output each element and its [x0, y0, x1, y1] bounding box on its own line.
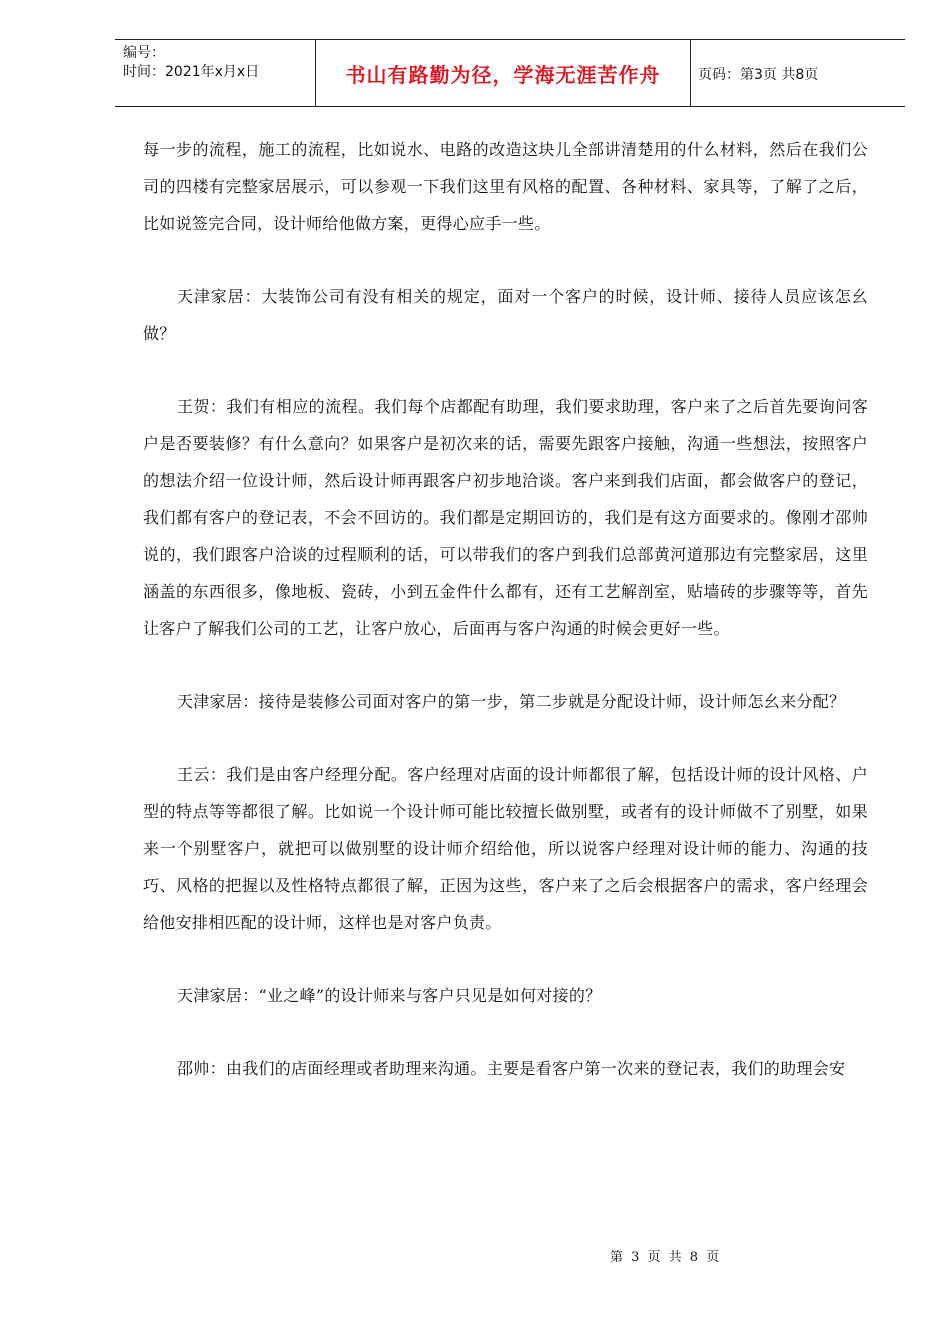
document-body: [143, 131, 868, 1123]
header-divider-right: [690, 40, 691, 107]
paragraph-answer: 邵帅：由我们的店面经理或者助理来沟通。主要是看客户第一次来的登记表，我们的助理会安: [177, 1059, 846, 1078]
paragraph-question: 天津家居：“业之峰”的设计师来与客户只见是如何对接的？: [177, 986, 602, 1005]
paragraph-answer: 王贺：我们有相应的流程。我们每个店都配有助理，我们要求助理，客户来了之后首先要询问客户是否要装修？有什么意向？如果客户是初次来的话，需要先跟客户接触，沟通一些想法，按照客户的想法介绍一位设计师，然后设计师再跟客户初步地洽谈。客户来到我们店面，都会做客户的登记，我们都有客户的登记表，不会不回访的。我们都是定期回访的，我们是有这方面要求的。像刚才邵帅说的，我们跟客户洽谈的过程顺利的话，可以带我们的客户到我们总部黄河道那边有完整家居，这里涵盖的东西很多，像地板、瓷砖，小到五金件什么都有，还有工艺解剖室，贴墙砖的步骤等等，首先让客户了解我们公司的工艺，让客户放心，后面再与客户沟通的时候会更好一些。: [143, 397, 868, 638]
header-motto: 书山有路勤为径，学海无涯苦作舟: [345, 63, 661, 87]
header-page-info: 页码：第3页 共8页: [698, 66, 819, 83]
paragraph-answer: 王云：我们是由客户经理分配。客户经理对店面的设计师都很了解，包括设计师的设计风格、户型的特点等等都很了解。比如说一个设计师可能比较擅长做别墅，或者有的设计师做不了别墅，如果来一个别墅客户，就把可以做别墅的设计师介绍给他，所以说客户经理对设计师的能力、沟通的技巧、风格的把握以及性格特点都很了解，正因为这些，客户来了之后会根据客户的需求，客户经理会给他安排相匹配的设计师，这样也是对客户负责。: [143, 765, 868, 932]
paragraph-question: 天津家居：大装饰公司有没有相关的规定，面对一个客户的时候，设计师、接待人员应该怎幺做？: [143, 287, 868, 343]
header-meta: [123, 44, 313, 82]
paragraph-question: 天津家居：接待是装修公司面对客户的第一步，第二步就是分配设计师，设计师怎幺来分配？: [177, 692, 846, 711]
footer-page-number: 第 3 页 共 8 页: [610, 1250, 722, 1265]
page-header: [115, 39, 905, 107]
document-number-label: 编号：: [123, 45, 165, 61]
document-time-label: 时间：2021年x月x日: [123, 64, 260, 80]
paragraph-continued: 每一步的流程，施工的流程，比如说水、电路的改造这块儿全部讲清楚用的什么材料，然后在我们公司的四楼有完整家居展示，可以参观一下我们这里有风格的配置、各种材料、家具等，了解了之后，比如说签完合同，设计师给他做方案，更得心应手一些。: [143, 140, 868, 233]
